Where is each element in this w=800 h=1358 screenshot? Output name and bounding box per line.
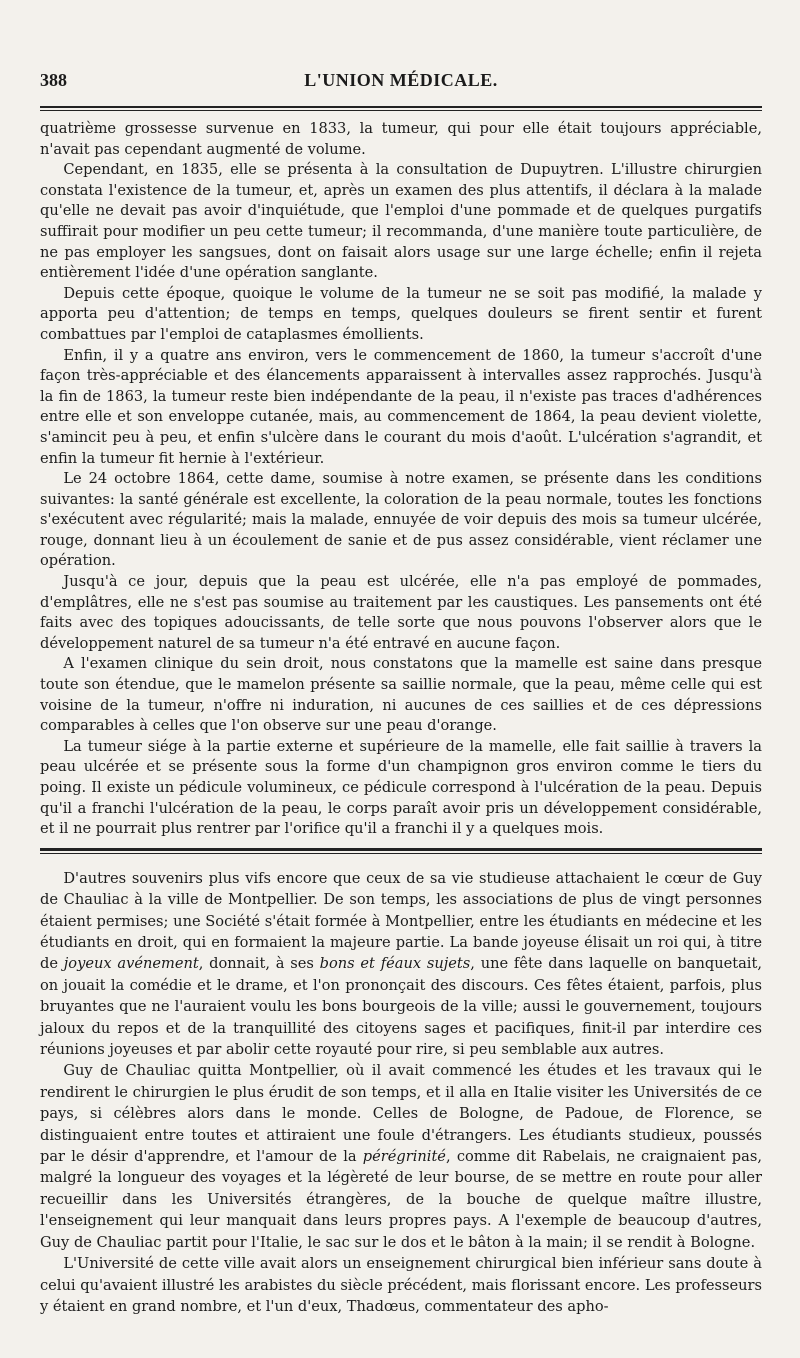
text-run: , une fête dans laquelle on banquetait, on jouait la comédie et le drame, et l'on prononçait des discours. Ces fêtes étaient, parfois, plus bruyantes que ne l'auraient voulu les bons bourgeois de la ville; aussi le gouvernement, toujours jaloux du repos et de la tranquillité des citoyens sages et pacifiques, finit-il par interdire ces réunions joyeuses et par abolir cette royauté pour rire, si peu semblable aux autres. [40, 955, 762, 1059]
page-number: 388 [40, 70, 67, 90]
page-header [40, 70, 762, 100]
text-run: Guy de Chauliac quitta Montpellier, où il avait commencé les études et les travaux qui le rendirent le chirurgien le plus érudit de son temps, et il alla en Italie visiter les Universités de ce pays, si célèbres alors dans le monde. Celles de Bologne, de Padoue, de Florence, se distinguaient entre toutes et attiraient une foule d'étrangers. Les étudiants studieux, poussés par le désir d'apprendre, et l'amour de la [40, 1062, 762, 1166]
article-body [40, 119, 762, 840]
feuilleton-paragraph: L'Université de cette ville avait alors un enseignement chirurgical bien inférieur sans doute à celui qu'avaient illustré les arabistes du siècle précédent, mais florissant encore. Les professeurs y étaient en grand nombre, et l'un d'eux, Thadœus, commentateur des apho- [40, 1255, 762, 1315]
article-paragraph: quatrième grossesse survenue en 1833, la tumeur, qui pour elle était toujours appréciable, n'avait pas cependant augmenté de volume. [40, 120, 762, 158]
italic-phrase: joyeux avénement [63, 955, 199, 973]
article-paragraph: Le 24 octobre 1864, cette dame, soumise à notre examen, se présente dans les conditions suivantes: la santé générale est excellente, la coloration de la peau normale, toutes les fonctions s'exécutent avec régularité; mais la malade, ennuyée de voir depuis des mois sa tumeur ulcérée, rouge, donnant lieu à un écoulement de sanie et de pus assez considérable, vient réclamer une opération. [40, 470, 762, 570]
article-paragraph: Cependant, en 1835, elle se présenta à la consultation de Dupuytren. L'illustre chirurgien constata l'existence de la tumeur, et, après un examen des plus attentifs, il déclara à la malade qu'elle ne devait pas avoir d'inquiétude, que l'emploi d'une pommade et de quelques purgatifs suffirait pour modifier un peu cette tumeur; il recommanda, d'une manière toute particulière, de ne pas employer les sangsues, dont on faisait alors usage sur une large échelle; enfin il rejeta entièrement l'idée d'une opération sanglante. [40, 161, 762, 282]
page [40, 70, 762, 1317]
article-paragraph: La tumeur siége à la partie externe et supérieure de la mamelle, elle fait saillie à travers la peau ulcérée et se présente sous la forme d'un champignon gros environ comme le tiers du poing. Il existe un pédicule volumineux, ce pédicule correspond à l'ulcération de la peau. Depuis qu'il a franchi l'ulcération de la peau, le corps paraît avoir pris un développement considérable, et il ne pourrait plus rentrer par l'orifice qu'il a franchi il y a quelques mois. [40, 737, 762, 838]
feuilleton-body [40, 868, 762, 1318]
italic-phrase: pérégrinité [362, 1148, 446, 1166]
text-run: , comme dit Rabelais, ne craignaient pas, malgré la longueur des voyages et la légèreté de leur bourse, de se mettre en route pour aller recueillir dans les Universités étrangères, de la bouche de quelque maître illustre, l'enseignement qui leur manquait dans leurs propres pays. A l'exemple de beaucoup d'autres, Guy de Chauliac partit pour l'Italie, le sac sur le dos et le bâton à la main; il se rendit à Bologne. [40, 1148, 762, 1251]
article-paragraph: Jusqu'à ce jour, depuis que la peau est ulcérée, elle n'a pas employé de pommades, d'emplâtres, elle ne s'est pas soumise au traitement par les caustiques. Les pansements ont été faits avec des topiques adoucissants, de telle sorte que nous pouvons l'observer alors que le développement naturel de sa tumeur n'a été entravé en aucune façon. [40, 573, 762, 652]
text-run: D'autres souvenirs plus vifs encore que ceux de sa vie studieuse attachaient le cœur de Guy de Chauliac à la ville de Montpellier. De son temps, les associations de plus de vingt personnes étaient permises; une Société s'était formée à Montpellier, entre les étudiants en médecine et les étudiants en droit, qui en formaient la majeure partie. La bande joyeuse élisait un roi qui, à titre de [40, 869, 762, 973]
article-paragraph: A l'examen clinique du sein droit, nous constatons que la mamelle est saine dans presque toute son étendue, que le mamelon présente sa saillie normale, que la peau, même celle qui est voisine de la tumeur, n'offre ni induration, ni aucunes de ces saillies et de ces dépressions comparables à celles que l'on observe sur une peau d'orange. [40, 655, 762, 735]
article-paragraph: Depuis cette époque, quoique le volume de la tumeur ne se soit pas modifié, la malade y apporta peu d'attention; de temps en temps, quelques douleurs se firent sentir et furent combattues par l'emploi de cataplasmes émollients. [40, 284, 762, 343]
article-paragraph: Enfin, il y a quatre ans environ, vers le commencement de 1860, la tumeur s'accroît d'une façon très-appréciable et des élancements apparaissent à intervalles assez rapprochés. Jusqu'à la fin de 1863, la tumeur reste bien indépendante de la peau, il n'existe pas traces d'adhérences entre elle et son enveloppe cutanée, mais, au commencement de 1864, la peau devient violette, s'amincit peu à peu, et enfin s'ulcère dans le courant du mois d'août. L'ulcération s'agrandit, et enfin la tumeur fit hernie à l'extérieur. [40, 346, 762, 467]
text-run: , donnait, à ses [198, 955, 320, 973]
feuilleton-paragraph [40, 1060, 762, 1253]
running-title: L'UNION MÉDICALE. [304, 70, 498, 90]
header-rule [40, 106, 762, 111]
feuilleton-paragraph [40, 868, 762, 1061]
italic-phrase: bons et féaux sujets [319, 955, 471, 973]
feuilleton-rule [40, 848, 762, 854]
